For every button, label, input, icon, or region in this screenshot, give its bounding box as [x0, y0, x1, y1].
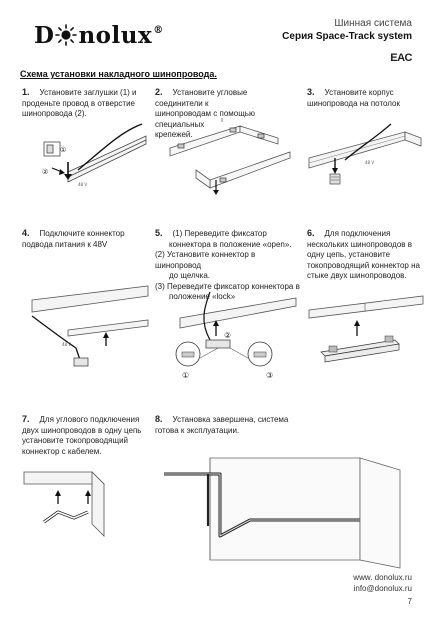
footer-email: info@donolux.ru — [353, 584, 412, 593]
fig5-label-2: ② — [224, 331, 232, 340]
figure-step-2 — [160, 118, 295, 198]
fig4-volt: 48 V — [62, 342, 72, 347]
logo-letter-d: D — [34, 22, 55, 49]
fig1-label-2: ② — [42, 168, 49, 176]
step-5: 5. (1) Переведите фиксатор коннектора в положение «open». (2) Установите коннектор в шинопровод до щелчка. (3) Переведите фиксатор коннектора в положение «lock» — [155, 228, 300, 301]
fig1-volt: 48 V — [78, 182, 88, 187]
fig5-label-1: ① — [182, 371, 190, 380]
registered-mark: ® — [153, 25, 164, 36]
step-3: 3. Установите корпус шинопровода на потолок — [307, 87, 401, 108]
step-7: 7. Для углового подключения двух шинопроводов в одну цепь установите токопроводящий коннектор с кабелем. — [22, 414, 142, 456]
figure-step-1 — [30, 122, 148, 200]
fig5-label-3: ③ — [266, 371, 274, 380]
scheme-title: Схема установки накладного шинопровода. — [20, 69, 217, 79]
figure-step-4 — [28, 280, 150, 385]
step-1: 1. Установите заглушки (1) и проденьте провод в отверстие шинопровода (2). — [22, 87, 137, 118]
step-4: 4. Подключите коннектор подвода питания к 48V — [22, 228, 125, 249]
step-2: 2. Установите угловые соединители к шинопроводам с помощью специальных крепежей. — [155, 87, 255, 139]
step-8: 8. Установка завершена, система готова к эксплуатации. — [155, 414, 289, 435]
figure-step-5 — [160, 288, 300, 388]
figure-step-7 — [22, 466, 147, 546]
fig1-label-1: ① — [60, 146, 67, 154]
sun-icon — [55, 24, 77, 46]
figure-step-8 — [150, 450, 425, 570]
eac-cert-mark: EAC — [390, 52, 412, 64]
fig3-volt: 48 V — [365, 160, 375, 165]
header-category: Шинная система — [334, 18, 412, 29]
figure-step-3 — [305, 118, 425, 200]
logo-text: nolux — [78, 22, 153, 49]
step-6: 6. Для подключения нескольких шинопроводов в одну цепь, установите токопроводящий коннектор на стыке двух шинопроводов. — [307, 228, 420, 280]
page-number: 7 — [407, 597, 412, 606]
brand-logo — [34, 22, 164, 49]
figure-step-6 — [305, 292, 425, 382]
header-series: Серия Space-Track system — [282, 31, 412, 42]
footer-website: www. donolux.ru — [353, 573, 412, 582]
